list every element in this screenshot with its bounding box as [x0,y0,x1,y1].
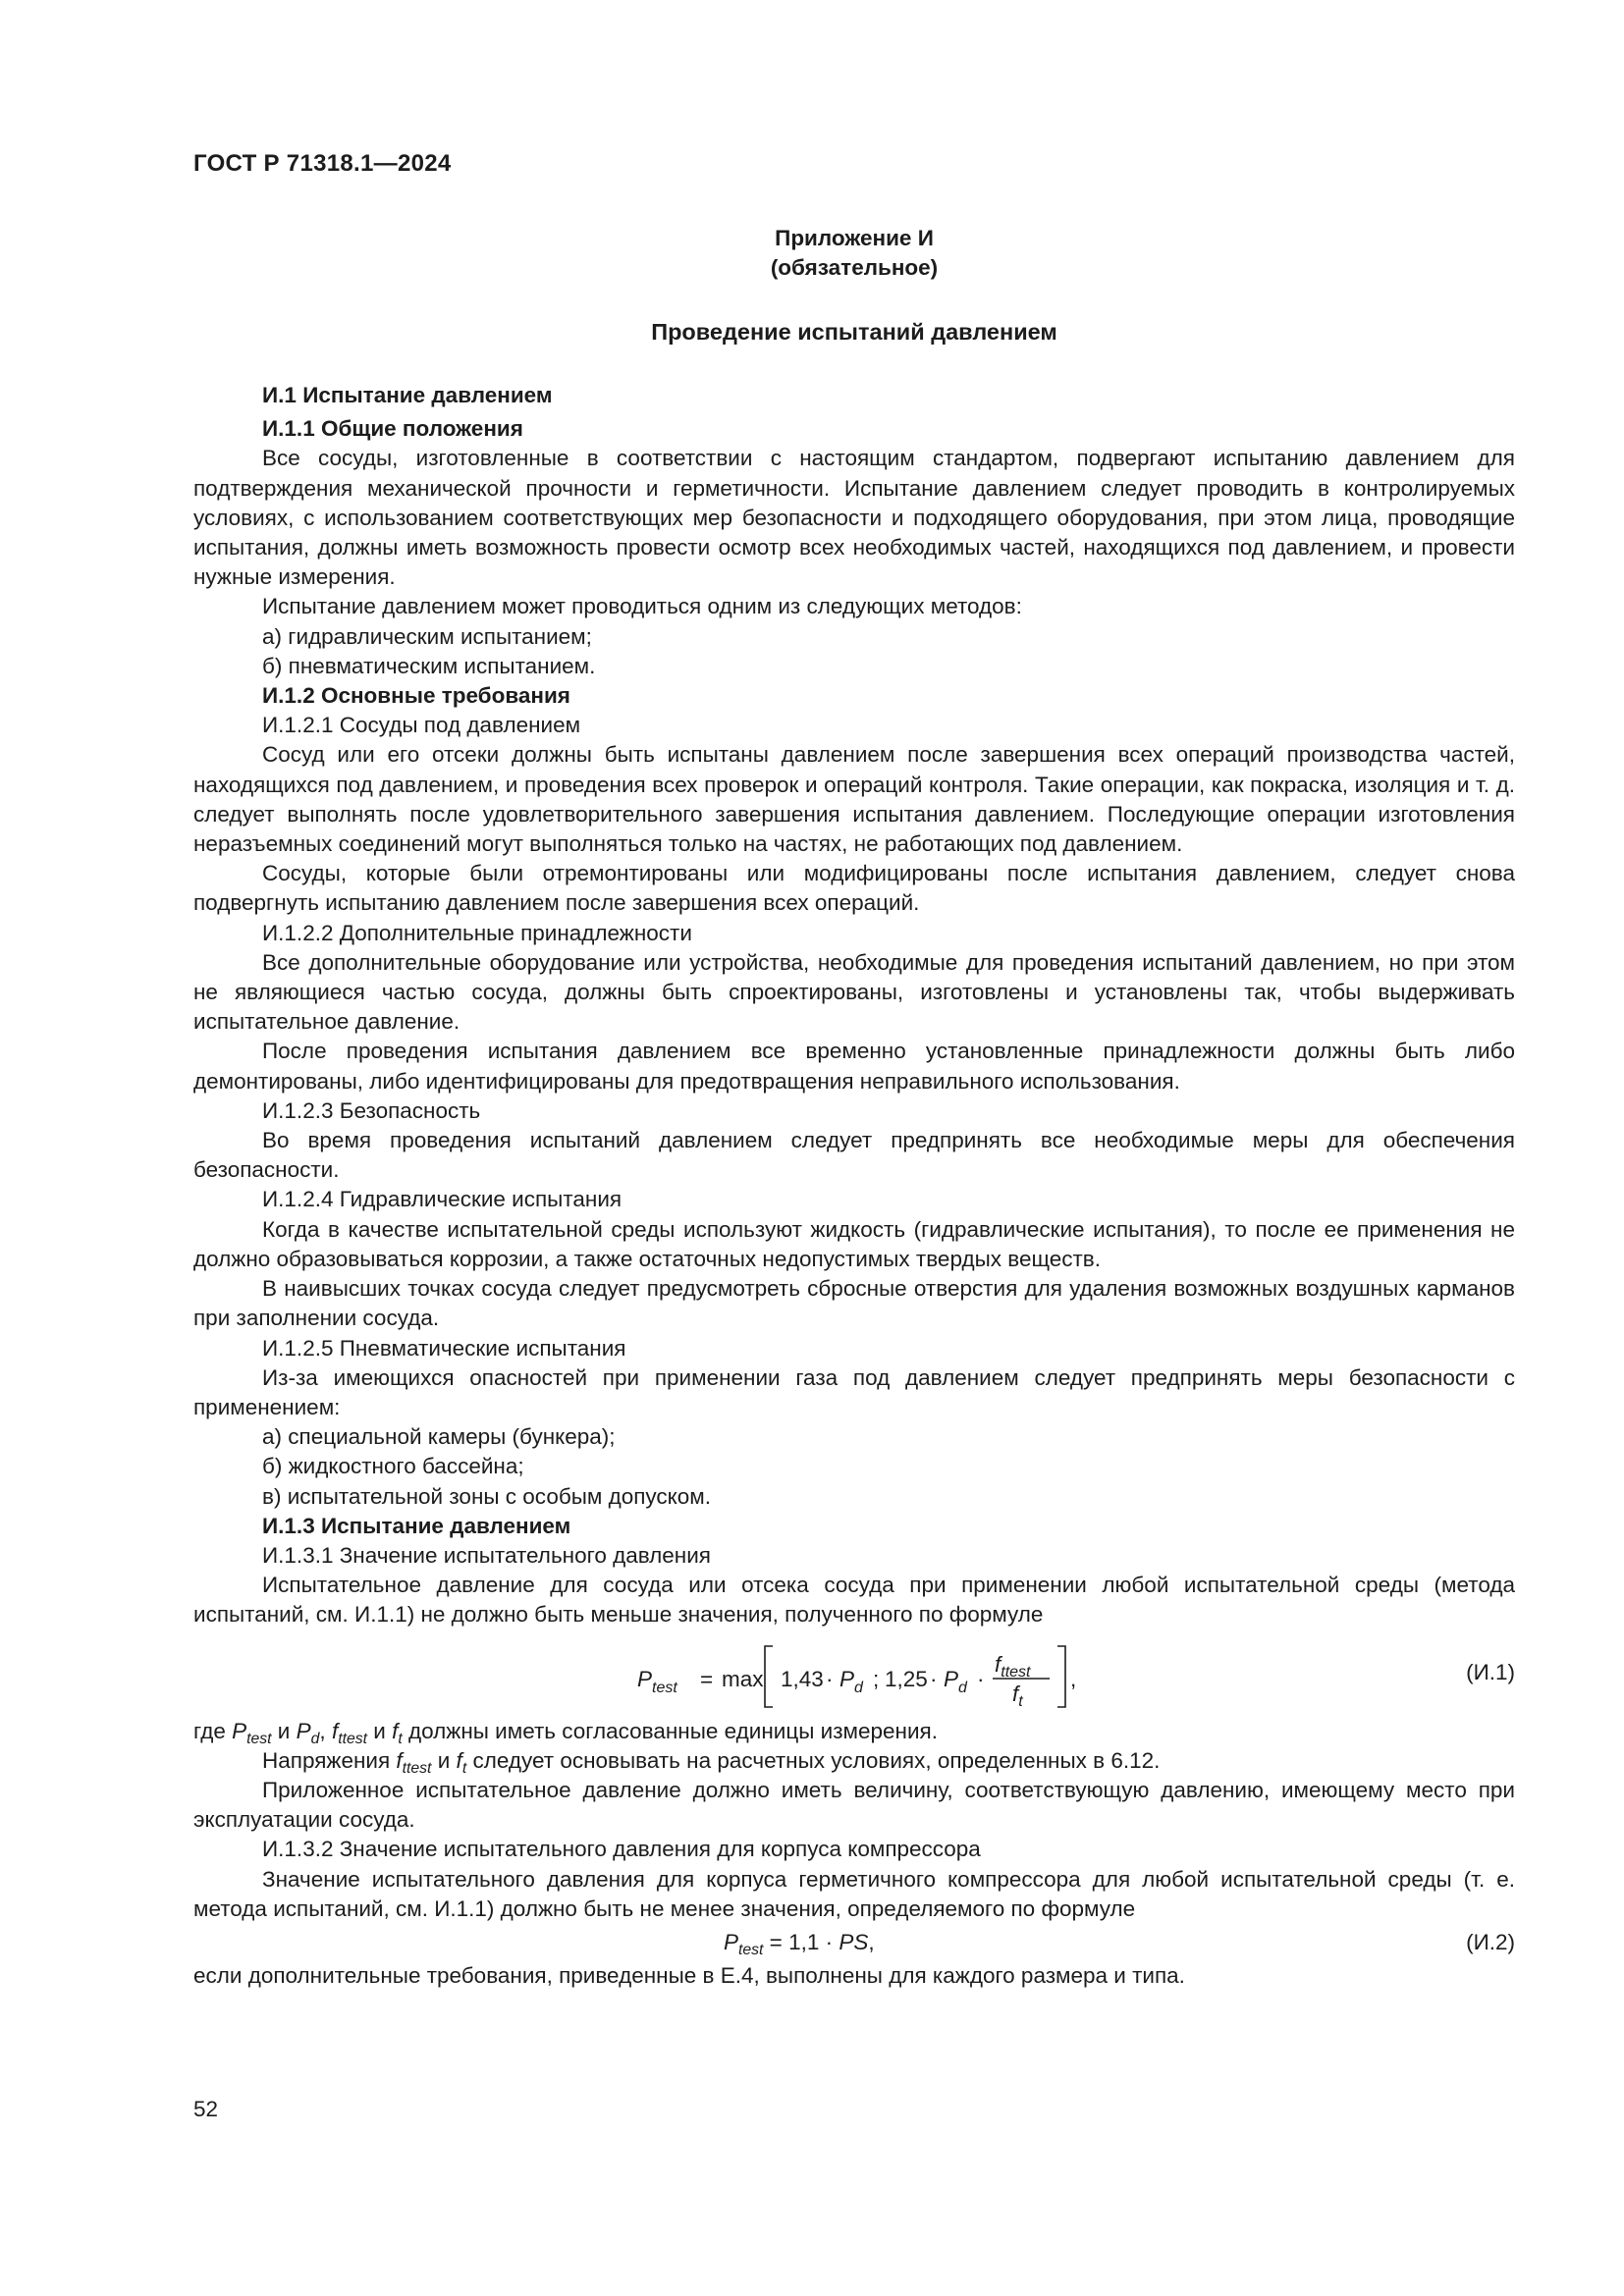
subsection-heading: И.1.2.1 Сосуды под давлением [262,713,581,738]
equation-number-i1: (И.1) [1466,1659,1515,1684]
paragraph: После проведения испытания давлением все временно установленные принадлежности должны быть либо демонтированы, либо идентифицированы для предотвращения неправильного использования. [193,1039,1515,1094]
standard-header: ГОСТ Р 71318.1—2024 [193,150,452,177]
paragraph: Значение испытательного давления для корпуса герметичного компрессора для любой испытательной среды (т. е. метода испытаний, см. И.1.1) должно быть не менее значения, определяемого по формуле [193,1866,1515,1921]
list-item: б) жидкостного бассейна; [262,1454,524,1479]
list-item: б) пневматическим испытанием. [262,653,596,678]
right-bracket [1057,1646,1065,1707]
appendix-status: (обязательное) [770,255,939,280]
formula-separator: ; [873,1666,880,1691]
formula-dot: · [977,1666,985,1691]
paragraph: Когда в качестве испытательной среды используют жидкость (гидравлические испытания), то после ее применения не должно образовываться коррозии, а также остаточных недопустимых твердых веществ. [193,1216,1515,1271]
section-heading-i1: И.1 Испытание давлением [262,383,553,407]
formula-coef-2: 1,25 [885,1666,928,1691]
left-bracket [765,1646,773,1707]
formula-max: max [722,1666,764,1691]
paragraph: если дополнительные требования, приведенные в Е.4, выполнены для каждого размера и типа. [193,1963,1185,1989]
paragraph: Сосуд или его отсеки должны быть испытаны давлением после завершения всех операций производства частей, находящихся под давлением, и проведения всех проверок и операций контроля. Такие операции, как покраска, изоляция и т. д. следует выполнять после удовлетворительного завершения испытания давлением. Последующие операции изготовления неразъемных соединений могут выполняться только на частях, не работающих под давлением. [193,742,1515,857]
paragraph: Из-за имеющихся опасностей при применении газа под давлением следует предпринять меры безопасности с применением: [193,1364,1515,1419]
paragraph: Испытание давлением может проводиться одним из следующих методов: [262,594,1022,619]
paragraph: Сосуды, которые были отремонтированы или модифицированы после испытания давлением, следует снова подвергнуть испытанию давлением после завершения всех операций. [193,861,1515,916]
paragraph: Испытательное давление для сосуда или отсека сосуда при применении любой испытательной среды (метода испытаний, см. И.1.1) не должно быть меньше значения, полученного по формуле [193,1573,1515,1628]
formula-p-test: $P_{test}$ [637,1666,677,1696]
appendix-heading [196,224,1512,283]
formula-coef-1: 1,43 [781,1666,824,1691]
subsection-heading: И.1.2.2 Дополнительные принадлежности [262,920,692,945]
list-item: а) гидравлическим испытанием; [262,623,592,649]
formula-denominator: $f_t$ [1012,1681,1023,1709]
paragraph: Во время проведения испытаний давлением следует предпринять все необходимые меры для обеспечения безопасности. [193,1128,1515,1183]
formula-numerator: $f_{ttest}$ [995,1651,1031,1681]
equation-number-i2: (И.2) [1466,1929,1515,1954]
paragraph-where: где $P_{test}$ и $P_d$, $f_{ttest}$ и $f_t$ должны иметь согласованные единицы измерения. [193,1718,938,1747]
formula-equals: = [700,1666,714,1691]
document-body [193,381,1515,1991]
section-heading-i1-1: И.1.1 Общие положения [262,416,523,442]
subsection-heading: И.1.2.5 Пневматические испытания [262,1335,626,1361]
formula-i2-expression: $P_{test} = 1,1$ · PS, [724,1929,875,1958]
paragraph: Приложенное испытательное давление должно иметь величину, соответствующую давлению, имеющему место при эксплуатации сосуда. [193,1777,1515,1833]
appendix-label: Приложение И [775,226,934,250]
subsection-heading: И.1.3.2 Значение испытательного давления для корпуса компрессора [262,1837,981,1862]
formula-dot: · [930,1666,938,1691]
formula-i1 [193,1638,1515,1709]
subsection-heading: И.1.2.4 Гидравлические испытания [262,1187,623,1212]
paragraph: В наивысших точках сосуда следует предусмотреть сбросные отверстия для удаления возможных воздушных карманов при заполнении сосуда. [193,1276,1515,1331]
formula-i2 [193,1928,1515,1957]
section-heading-i1-2: И.1.2 Основные требования [262,683,570,709]
subsection-heading: И.1.3.1 Значение испытательного давления [262,1542,711,1568]
formula-pd-2: $P_d$ [944,1666,967,1696]
appendix-title: Проведение испытаний давлением [651,319,1057,345]
section-heading-i1-3: И.1.3 Испытание давлением [262,1513,571,1538]
formula-dot: · [826,1666,834,1691]
formula-i1-expression [637,1642,1187,1709]
list-item: а) специальной камеры (бункера); [262,1424,616,1450]
paragraph: Все сосуды, изготовленные в соответствии с настоящим стандартом, подвергают испытанию давлением для подтверждения механической прочности и герметичности. Испытание давлением следует проводить в контролируемых условиях, с использованием соответствующих мер безопасности и подходящего оборудования, при этом лица, проводящие испытания, должны иметь возможность провести осмотр всех необходимых частей, находящихся под давлением, и провести нужные измерения. [193,446,1515,590]
list-item: в) испытательной зоны с особым допуском. [262,1483,712,1509]
formula-pd-1: $P_d$ [839,1666,863,1696]
page-number: 52 [193,2097,219,2121]
paragraph-stresses: Напряжения $f_{ttest}$ и $f_t$ следует основывать на расчетных условиях, определенных в 6.12. [262,1747,1161,1777]
subsection-heading: И.1.2.3 Безопасность [262,1097,481,1123]
formula-comma: , [1070,1666,1077,1691]
paragraph: Все дополнительные оборудование или устройства, необходимые для проведения испытаний давлением, но при этом не являющиеся частью сосуда, должны быть спроектированы, изготовлены и установлены так, чтобы выдерживать испытательное давление. [193,949,1515,1035]
